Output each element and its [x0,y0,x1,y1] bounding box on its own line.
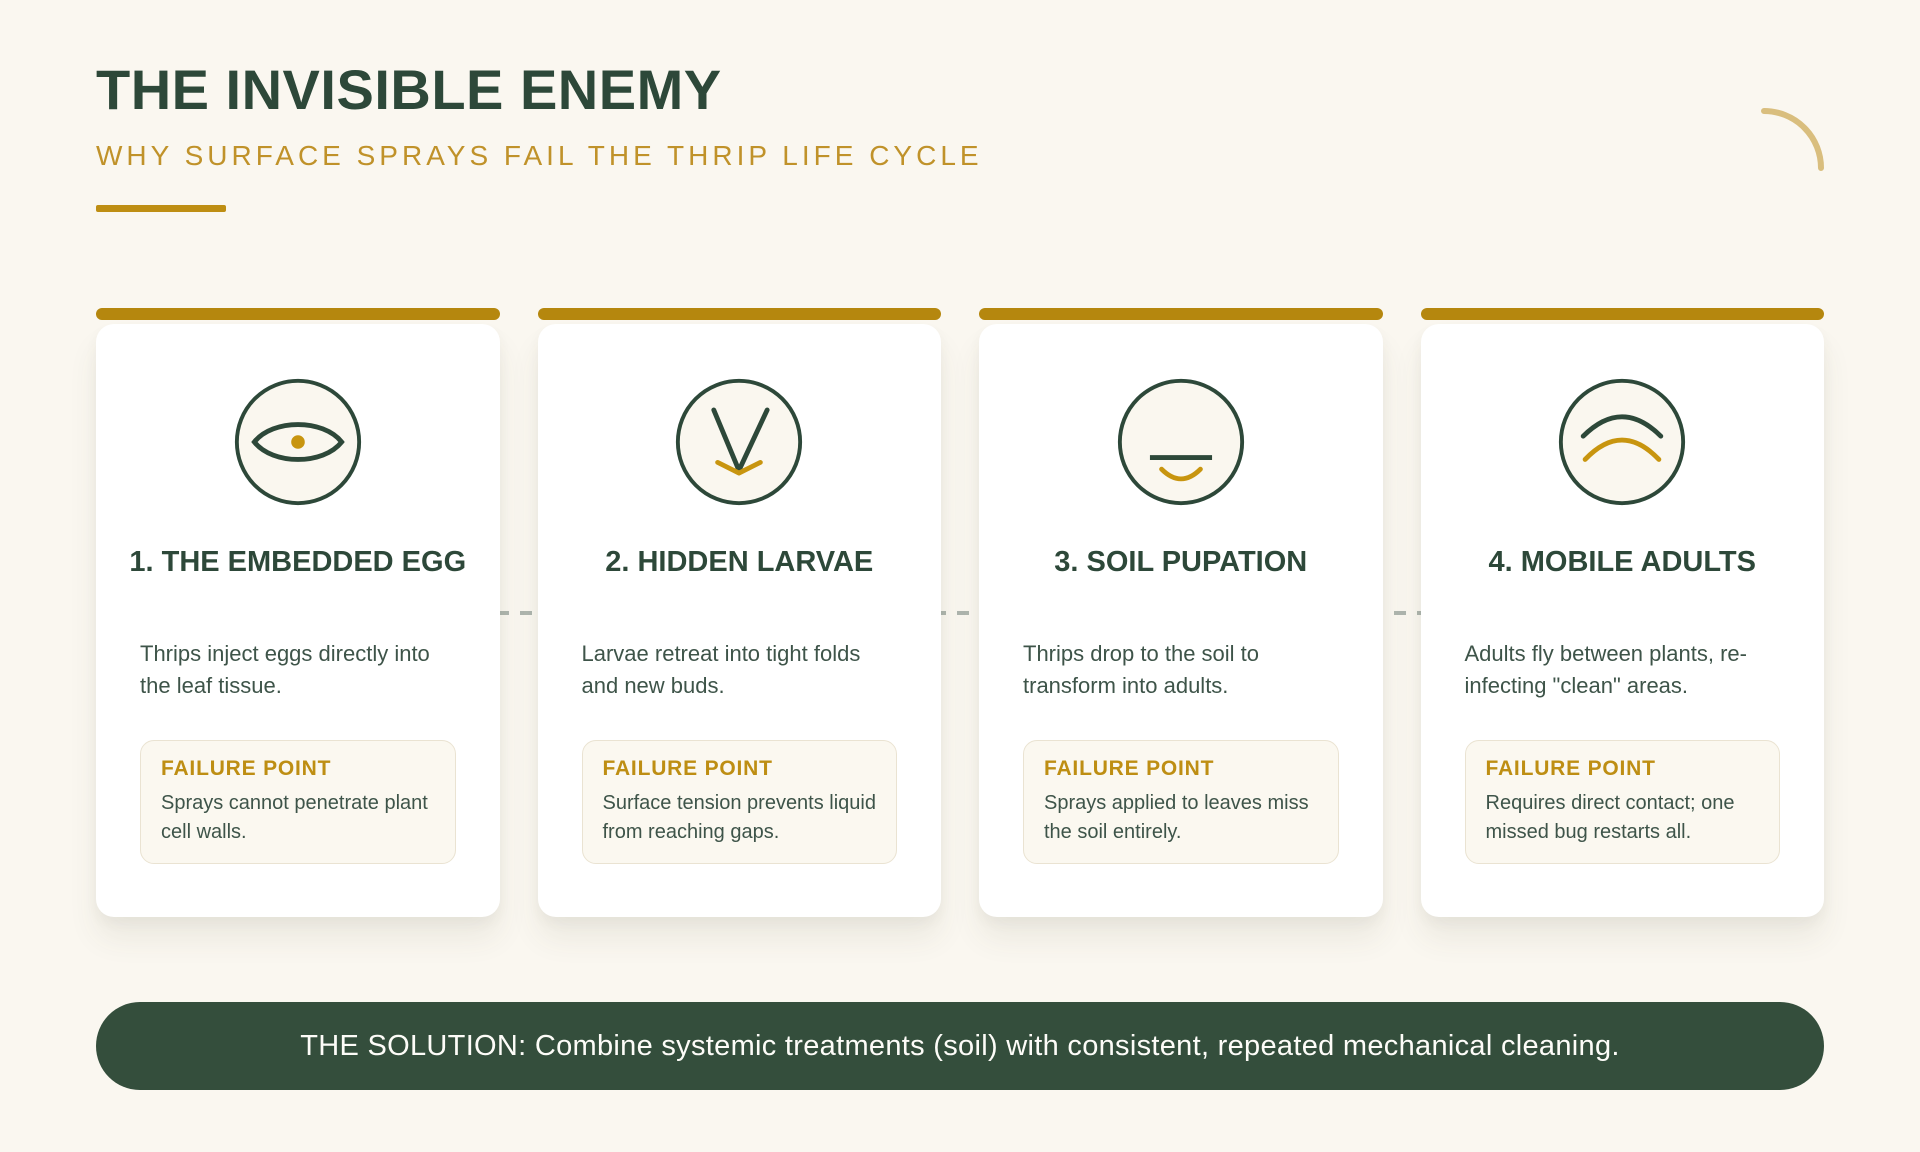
card-accent-bar [96,308,500,320]
card-accent-bar [1421,308,1825,320]
card-body: Thrips inject eggs directly into the leaf tissue. [140,641,430,698]
card-panel [538,324,942,917]
lifecycle-cards [96,308,1824,917]
failure-point-box [1465,740,1781,864]
wings-icon [1556,376,1688,508]
failure-point-label: FAILURE POINT [602,757,773,780]
title-underline-accent [96,205,226,212]
card-panel [979,324,1383,917]
card-title: 2. HIDDEN LARVAE [605,546,874,578]
solution-banner [96,1002,1824,1090]
card-icon-wrap [232,376,364,508]
page-subtitle: WHY SURFACE SPRAYS FAIL THE THRIP LIFE CYCLE [96,140,983,171]
solution-text: THE SOLUTION: Combine systemic treatments (soil) with consistent, repeated mechanical cleaning. [300,1029,1620,1062]
larva-v-icon [673,376,805,508]
card-panel [96,324,500,917]
card-accent-bar [979,308,1383,320]
card-icon-wrap [1115,376,1247,508]
page-title: THE INVISIBLE ENEMY [96,58,722,121]
failure-point-text: Sprays cannot penetrate plant cell walls. [161,792,428,843]
card-title: 1. THE EMBEDDED EGG [129,546,467,578]
card-body: Adults fly between plants, re-infecting "clean" areas. [1464,641,1747,698]
card-soil-pupation [979,308,1383,917]
pupil-dot [291,435,305,449]
card-mobile-adults [1421,308,1825,917]
corner-arc-decoration [1752,100,1836,184]
failure-point-text: Requires direct contact; one missed bug restarts all. [1485,792,1735,843]
card-accent-bar [538,308,942,320]
failure-point-label: FAILURE POINT [1044,757,1215,780]
failure-point-text: Sprays applied to leaves miss the soil entirely. [1044,792,1309,843]
card-icon-wrap [673,376,805,508]
card-hidden-larvae [538,308,942,917]
card-title: 4. MOBILE ADULTS [1488,546,1756,578]
card-panel [1421,324,1825,917]
failure-point-label: FAILURE POINT [1485,757,1656,780]
card-title: 3. SOIL PUPATION [1054,546,1308,578]
failure-point-box [582,740,898,864]
failure-point-box [1023,740,1339,864]
card-body: Larvae retreat into tight folds and new buds. [581,641,861,698]
soil-pupation-icon [1115,376,1247,508]
card-embedded-egg [96,308,500,917]
card-body: Thrips drop to the soil to transform into adults. [1023,641,1260,698]
failure-point-box [140,740,456,864]
card-icon-wrap [1556,376,1688,508]
failure-point-text: Surface tension prevents liquid from reaching gaps. [602,792,876,843]
failure-point-label: FAILURE POINT [161,757,332,780]
eye-icon [232,376,364,508]
